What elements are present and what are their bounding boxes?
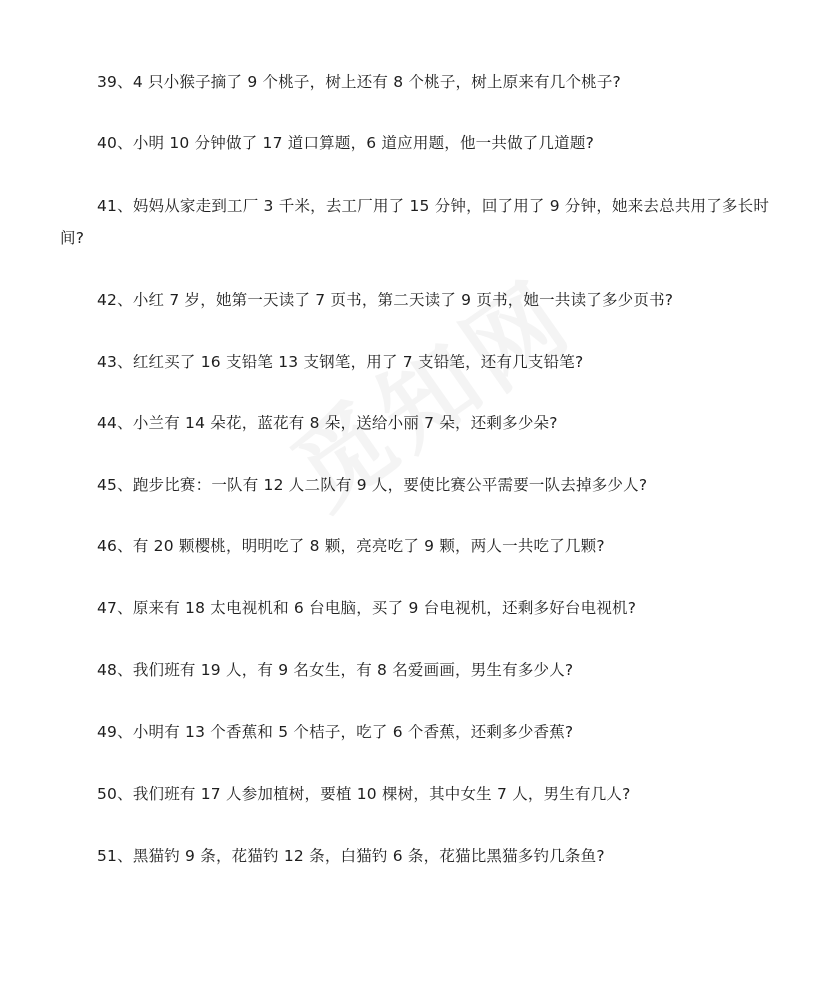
watermark [246,227,620,564]
question-49: 49、小明有 13 个香蕉和 5 个桔子，吃了 6 个香蕉，还剩多少香蕉? [97,723,574,741]
question-44: 44、小兰有 14 朵花，蓝花有 8 朵，送给小丽 7 朵，还剩多少朵? [97,414,558,432]
question-42: 42、小红 7 岁，她第一天读了 7 页书，第二天读了 9 页书，她一共读了多少页书? [97,291,674,309]
question-41: 41、妈妈从家走到工厂 3 千米，去工厂用了 15 分钟，回了用了 9 分钟，她来去总共用了多长时间? [60,197,770,247]
question-43: 43、红红买了 16 支铅笔 13 支钢笔，用了 7 支铅笔，还有几支铅笔? [97,353,584,371]
question-51: 51、黑猫钓 9 条，花猫钓 12 条，白猫钓 6 条，花猫比黑猫多钓几条鱼? [97,847,605,865]
question-47: 47、原来有 18 太电视机和 6 台电脑，买了 9 台电视机，还剩多好台电视机? [97,599,637,617]
question-45: 45、跑步比赛：一队有 12 人二队有 9 人，要使比赛公平需要一队去掉多少人? [97,476,648,494]
question-48: 48、我们班有 19 人，有 9 名女生，有 8 名爱画画，男生有多少人? [97,661,574,679]
question-39: 39、4 只小猴子摘了 9 个桃子，树上还有 8 个桃子，树上原来有几个桃子? [97,73,621,91]
question-46: 46、有 20 颗樱桃，明明吃了 8 颗，亮亮吃了 9 颗，两人一共吃了几颗? [97,537,605,555]
question-40: 40、小明 10 分钟做了 17 道口算题，6 道应用题，他一共做了几道题? [97,134,594,152]
question-50: 50、我们班有 17 人参加植树，要植 10 棵树，其中女生 7 人，男生有几人? [97,785,631,803]
